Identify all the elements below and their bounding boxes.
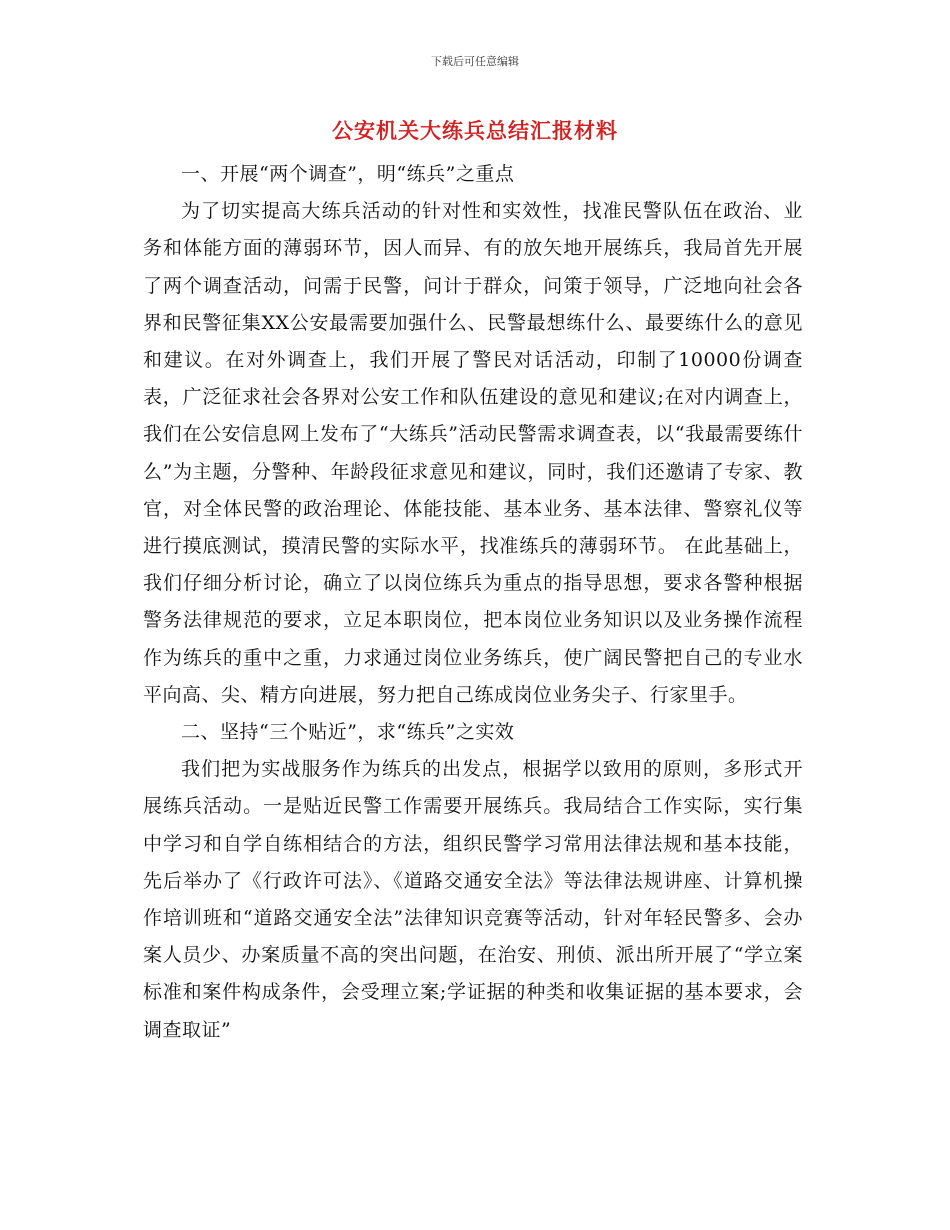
header-note: 下载后可任意编辑 [431,55,519,68]
document-title: 公安机关大练兵总结汇报材料 [332,119,618,143]
section-2-heading: 二、坚持“三个贴近”，求“练兵”之实效 [181,721,515,744]
section-1-heading: 一、开展“两个调查”，明“练兵”之重点 [181,163,515,185]
section-2-paragraph: 我们把为实战服务作为练兵的出发点，根据学以致用的原则，多形式开展练兵活动。一是贴近民警工作需要开展练兵。我局结合工作实际，实行集中学习和自学自练相结合的方法，组织民警学习常用法律法规和基本技能，先后举办了《行政许可法》、《道路交通安全法》等法律法规讲座、计算机操作培训班和“道路交通安全法”法律知识竞赛等活动，针对年轻民警多、会办案人员少、办案质量不高的突出问题，在治安、刑侦、派出所开展了“学立案标准和案件构成条件，会受理立案;学证据的种类和收集证据的基本要求，会调查取证” [143,758,803,1041]
document-body [143,156,803,1049]
section-1-paragraph: 为了切实提高大练兵活动的针对性和实效性，找准民警队伍在政治、业务和体能方面的薄弱环节，因人而异、有的放矢地开展练兵，我局首先开展了两个调查活动，问需于民警，问计于群众，问策于领导，广泛地向社会各界和民警征集XX公安最需要加强什么、民警最想练什么、最要练什么的意见和建议。在对外调查上，我们开展了警民对话活动，印制了10000份调查表，广泛征求社会各界对公安工作和队伍建设的意见和建议;在对内调查上，我们在公安信息网上发布了“大练兵”活动民警需求调查表，以“我最需要练什么”为主题，分警种、年龄段征求意见和建议，同时，我们还邀请了专家、教官，对全体民警的政治理论、体能技能、基本业务、基本法律、警察礼仪等进行摸底测试，摸清民警的实际水平，找准练兵的薄弱环节。 在此基础上，我们仔细分析讨论，确立了以岗位练兵为重点的指导思想，要求各警种根据警务法律规范的要求，立足本职岗位，把本岗位业务知识以及业务操作流程作为练兵的重中之重，力求通过岗位业务练兵，使广阔民警把自己的专业水平向高、尖、精方向进展，努力把自己练成岗位业务尖子、行家里手。 [143,200,803,706]
